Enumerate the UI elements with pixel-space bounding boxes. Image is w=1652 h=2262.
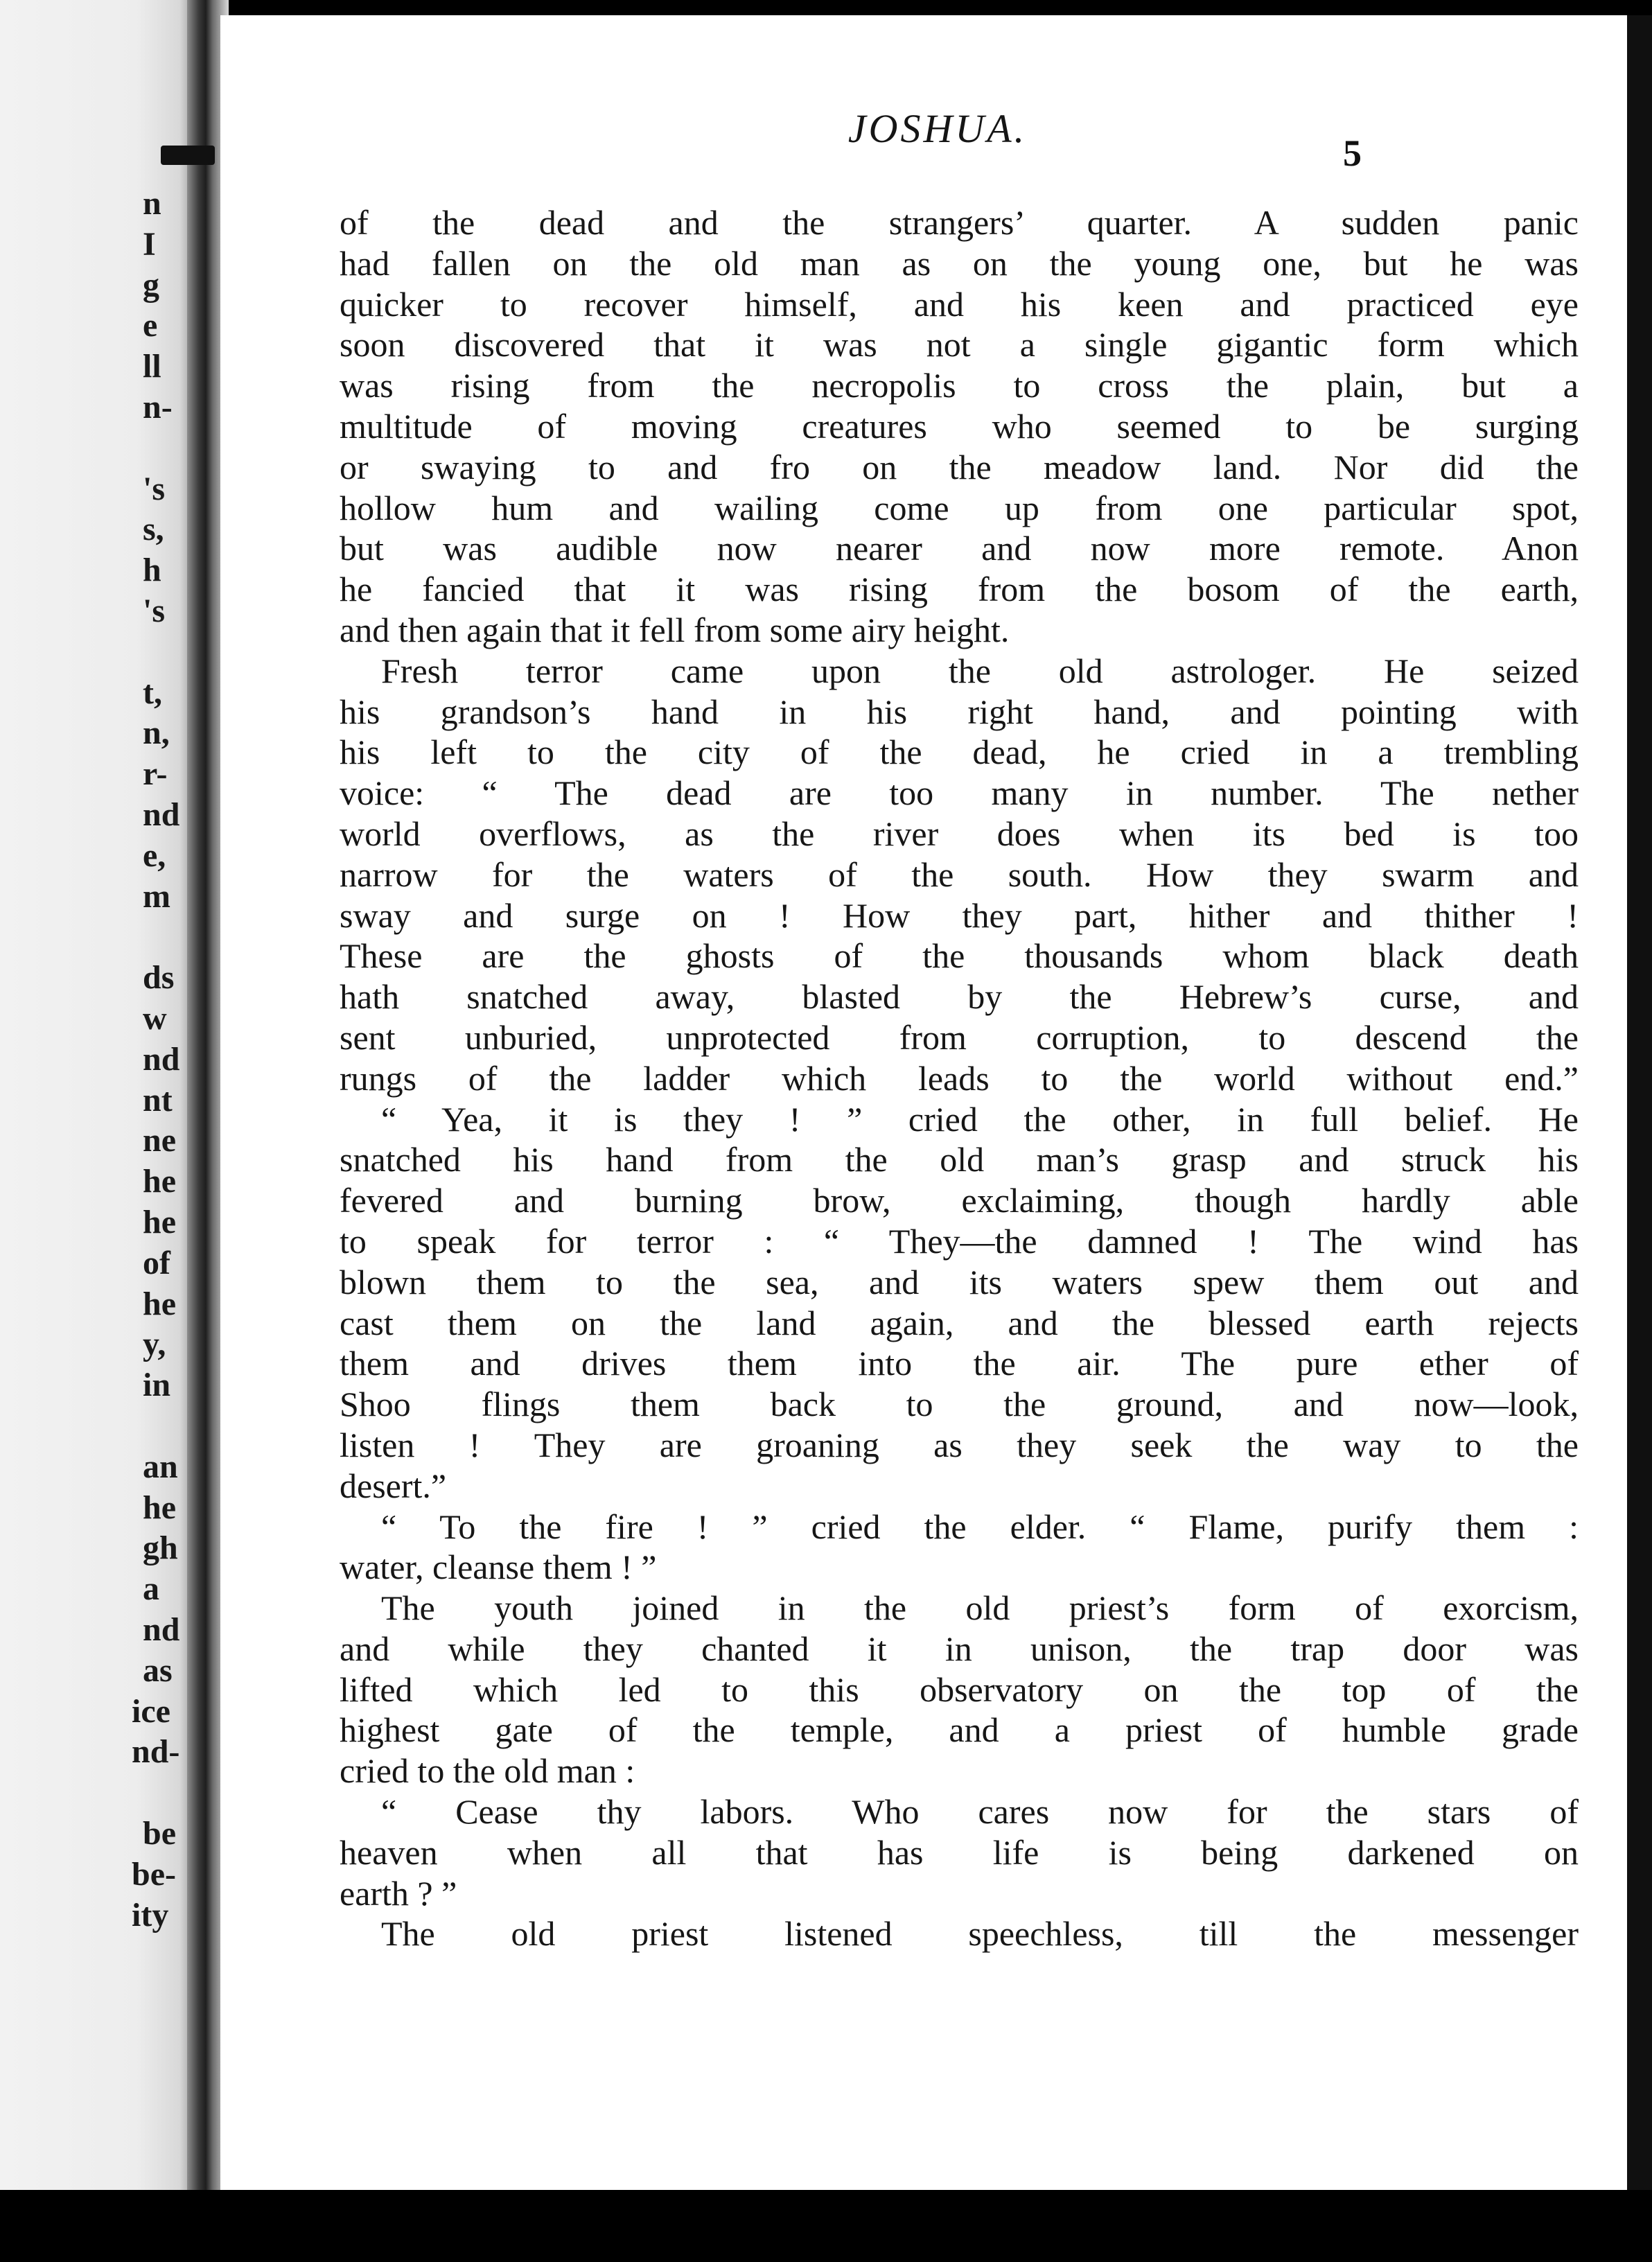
facing-page-fragment: gh xyxy=(143,1529,178,1567)
facing-page-fragment: ds xyxy=(143,959,175,997)
facing-page-fragment: 's xyxy=(143,470,166,507)
text-line: water, cleanse them ! ” xyxy=(340,1548,657,1587)
scan-right-border xyxy=(1627,15,1652,2190)
facing-page-fragment: nt xyxy=(143,1081,173,1119)
text-line: heaven when all that has life is being darkened on xyxy=(340,1832,1579,1872)
facing-page-fragment: m xyxy=(143,877,170,915)
text-line: cast them on the land again, and the blessed earth rejects xyxy=(340,1303,1579,1342)
text-line: “ Cease thy labors. Who cares now for the stars of xyxy=(381,1792,1579,1832)
facing-page-fragment: he xyxy=(143,1204,176,1240)
text-line: and while they chanted it in unison, the trap door was xyxy=(340,1629,1579,1668)
text-line: Shoo flings them back to the ground, and now—look, xyxy=(340,1385,1579,1424)
text-line: “ To the fire ! ” cried the elder. “ Flame, purify them : xyxy=(381,1507,1579,1546)
text-line: hollow hum and wailing come up from one particular spot, xyxy=(340,488,1579,527)
text-line: listen ! They are groaning as they seek the way to the xyxy=(340,1425,1579,1464)
facing-page-fragment: he xyxy=(143,1163,176,1200)
facing-page-fragment: t, xyxy=(143,674,162,711)
facing-page-fragment: of xyxy=(143,1244,170,1281)
facing-page-fragment: as xyxy=(143,1651,173,1689)
facing-page-fragment: n xyxy=(143,185,161,222)
facing-page-fragment: he xyxy=(143,1285,176,1322)
text-line: he fancied that it was rising from the bosom of the earth, xyxy=(340,570,1579,609)
facing-page-fragment: g xyxy=(143,266,159,304)
facing-page-fragment: be xyxy=(143,1815,176,1852)
facing-page-fragment: nd xyxy=(143,796,180,833)
body-text xyxy=(340,202,1579,1954)
scan-bottom-border xyxy=(0,2190,1652,2262)
facing-page-fragment: s, xyxy=(143,511,164,548)
facing-page-fragment: I xyxy=(143,225,156,263)
text-line: them and drives them into the air. The pure ether of xyxy=(340,1344,1579,1383)
facing-page-fragment: nd xyxy=(143,1611,180,1648)
text-line: cried to the old man : xyxy=(340,1751,635,1791)
text-line: his grandson’s hand in his right hand, and pointing with xyxy=(340,692,1579,731)
text-line: had fallen on the old man as on the young one, but he was xyxy=(340,243,1579,283)
facing-page-fragment: w xyxy=(143,1000,167,1037)
text-line: soon discovered that it was not a single gigantic form which xyxy=(340,325,1579,365)
running-head: JOSHUA. xyxy=(847,106,1028,151)
facing-page-fragment: h xyxy=(143,552,161,589)
gutter-mark xyxy=(161,146,215,165)
text-line: but was audible now nearer and now more remote. Anon xyxy=(340,529,1579,568)
facing-page-fragment: nd- xyxy=(132,1733,180,1771)
text-line: sent unburied, unprotected from corruption, to descend the xyxy=(340,1017,1579,1057)
text-line: or swaying to and fro on the meadow land. Nor did the xyxy=(340,447,1579,486)
facing-page-fragment: e xyxy=(143,307,158,344)
text-line: multitude of moving creatures who seemed to be surging xyxy=(340,406,1579,446)
text-line: to speak for terror : “ They—the damned ! The wind has xyxy=(340,1221,1579,1261)
facing-page-fragment: e, xyxy=(143,836,166,874)
text-line: blown them to the sea, and its waters spew them out and xyxy=(340,1262,1579,1301)
page-number: 5 xyxy=(1343,132,1362,174)
facing-page-fragment: an xyxy=(143,1448,178,1485)
text-line: his left to the city of the dead, he cried in a trembling xyxy=(340,733,1579,772)
text-line: was rising from the necropolis to cross the plain, but a xyxy=(340,366,1579,405)
facing-page-strip xyxy=(0,0,195,2190)
text-line: world overflows, as the river does when its bed is too xyxy=(340,814,1579,853)
facing-page-fragment: ice xyxy=(132,1692,170,1730)
text-line: earth ? ” xyxy=(340,1873,457,1913)
text-line: sway and surge on ! How they part, hither and thither ! xyxy=(340,895,1579,935)
text-line: lifted which led to this observatory on the top of the xyxy=(340,1669,1579,1709)
text-line: “ Yea, it is they ! ” cried the other, in full belief. He xyxy=(381,1099,1579,1139)
text-line: and then again that it fell from some airy height. xyxy=(340,610,1010,649)
facing-page-fragment: r- xyxy=(143,755,168,793)
facing-page-fragment: ne xyxy=(143,1122,176,1159)
text-line: desert.” xyxy=(340,1466,447,1505)
text-line: narrow for the waters of the south. How they swarm and xyxy=(340,854,1579,894)
facing-page-fragment: in xyxy=(143,1367,171,1404)
facing-page-fragment: n, xyxy=(143,714,170,752)
scan-top-border xyxy=(0,0,1652,15)
facing-page-fragment: be- xyxy=(132,1855,176,1893)
facing-page-fragment: n- xyxy=(143,389,173,426)
facing-page-fragment: y, xyxy=(143,1326,166,1363)
facing-page-fragment: ity xyxy=(132,1896,169,1934)
text-line: rungs of the ladder which leads to the world without end.” xyxy=(340,1058,1579,1098)
text-line: Fresh terror came upon the old astrologer. He seized xyxy=(381,651,1579,690)
text-line: highest gate of the temple, and a priest of humble grade xyxy=(340,1710,1579,1750)
text-line: fevered and burning brow, exclaiming, though hardly able xyxy=(340,1181,1579,1220)
facing-page-fragment: a xyxy=(143,1570,159,1608)
text-line: of the dead and the strangers’ quarter. A sudden panic xyxy=(340,203,1579,242)
text-line: voice: “ The dead are too many in number. The nether xyxy=(340,773,1579,813)
text-line: hath snatched away, blasted by the Hebrew’s curse, and xyxy=(340,977,1579,1017)
text-line: snatched his hand from the old man’s grasp and struck his xyxy=(340,1140,1579,1180)
facing-page-fragment: he xyxy=(143,1489,176,1526)
facing-page-fragment: nd xyxy=(143,1040,180,1078)
facing-page-fragment: ll xyxy=(143,348,161,385)
facing-page-fragment: 's xyxy=(143,593,166,629)
text-line: These are the ghosts of the thousands whom black death xyxy=(340,936,1579,976)
text-line: quicker to recover himself, and his keen and practiced eye xyxy=(340,284,1579,324)
text-line: The youth joined in the old priest’s form of exorcism, xyxy=(381,1588,1579,1628)
text-line: The old priest listened speechless, till the messenger xyxy=(381,1914,1579,1954)
book-page xyxy=(220,15,1627,2190)
